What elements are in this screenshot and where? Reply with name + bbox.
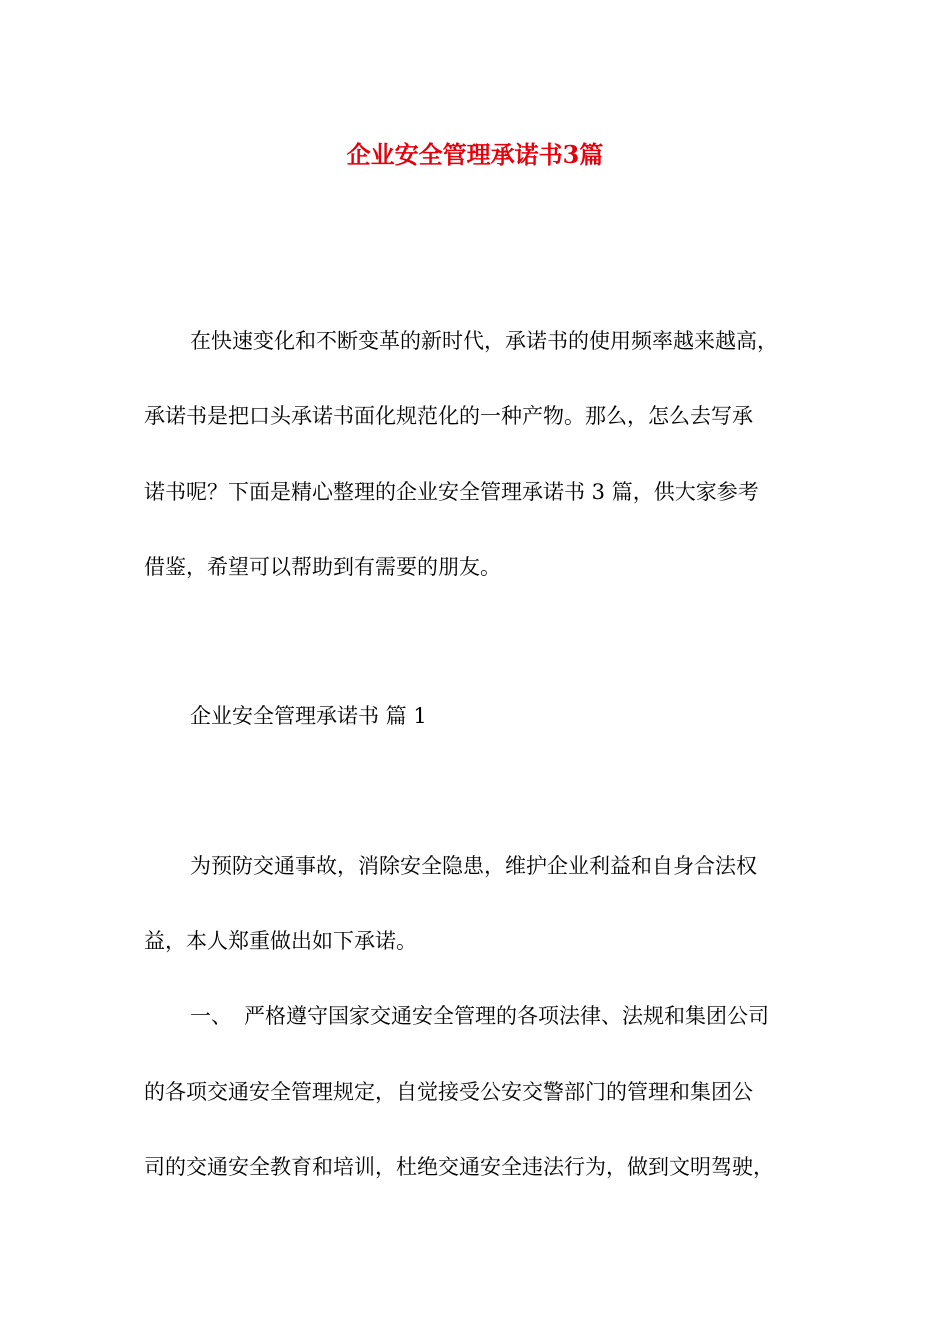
paragraph-1-line-1: 为预防交通事故，消除安全隐患，维护企业利益和自身合法权 (190, 854, 757, 878)
intro-line-1: 在快速变化和不断变革的新时代，承诺书的使用频率越来越高， (190, 329, 778, 353)
paragraph-1-line-2: 益，本人郑重做出如下承诺。 (144, 929, 417, 953)
document-title: 企业安全管理承诺书3篇 (346, 140, 604, 169)
item-1-line-3: 司的交通安全教育和培训，杜绝交通安全违法行为，做到文明驾驶， (144, 1155, 774, 1179)
intro-line-2: 承诺书是把口头承诺书面化规范化的一种产物。那么，怎么去写承 (144, 404, 753, 428)
intro-line-4: 借鉴，希望可以帮助到有需要的朋友。 (144, 555, 501, 579)
item-1-line-1 (190, 1002, 830, 1030)
item-1-label: 一、 (190, 1004, 232, 1028)
item-1-text: 严格遵守国家交通安全管理的各项法律、法规和集团公司 (244, 1004, 769, 1028)
intro-line-3: 诺书呢？下面是精心整理的企业安全管理承诺书 3 篇，供大家参考 (144, 480, 759, 504)
section-heading: 企业安全管理承诺书 篇 1 (190, 704, 427, 728)
item-1-line-2: 的各项交通安全管理规定，自觉接受公安交警部门的管理和集团公 (144, 1080, 753, 1104)
